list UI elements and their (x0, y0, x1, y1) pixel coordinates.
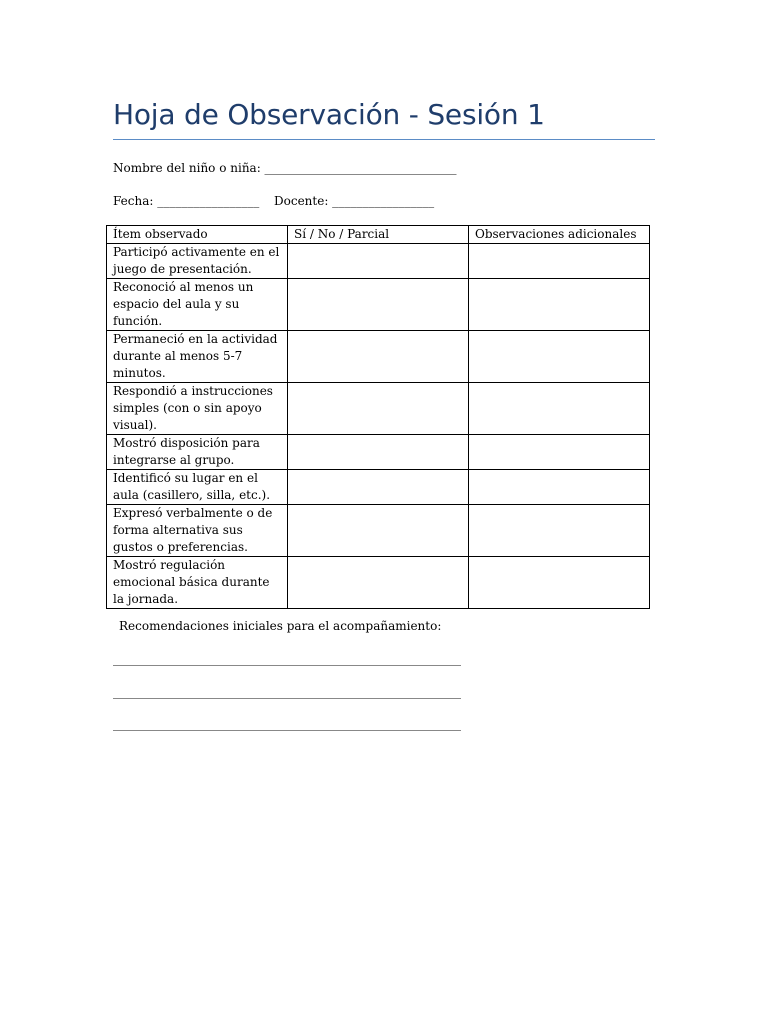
table-header-row (107, 226, 650, 244)
header-additional-notes: Observaciones adicionales (469, 226, 650, 244)
recommendations-label: Recomendaciones iniciales para el acompañamiento: (119, 619, 442, 633)
status-cell (288, 435, 469, 470)
status-cell (288, 505, 469, 557)
status-cell (288, 470, 469, 505)
child-name-field: Nombre del niño o niña: ________________________________ (113, 161, 457, 175)
item-cell: Permaneció en la actividad durante al menos 5-7 minutos. (107, 331, 288, 383)
notes-cell (469, 435, 650, 470)
notes-cell (469, 470, 650, 505)
header-yes-no-partial: Sí / No / Parcial (288, 226, 469, 244)
item-cell: Expresó verbalmente o de forma alternativa sus gustos o preferencias. (107, 505, 288, 557)
recommendation-line: __________________________________________________________ (113, 652, 461, 666)
table-row (107, 244, 650, 279)
status-cell (288, 331, 469, 383)
item-cell: Respondió a instrucciones simples (con o sin apoyo visual). (107, 383, 288, 435)
page-title: Hoja de Observación - Sesión 1 (113, 98, 545, 131)
notes-cell (469, 244, 650, 279)
notes-cell (469, 557, 650, 609)
recommendation-line: __________________________________________________________ (113, 685, 461, 699)
table-row (107, 383, 650, 435)
notes-cell (469, 279, 650, 331)
table-row (107, 557, 650, 609)
observation-table (106, 225, 650, 609)
status-cell (288, 557, 469, 609)
table-row (107, 331, 650, 383)
notes-cell (469, 331, 650, 383)
status-cell (288, 244, 469, 279)
item-cell: Participó activamente en el juego de presentación. (107, 244, 288, 279)
recommendation-line: __________________________________________________________ (113, 717, 461, 731)
status-cell (288, 279, 469, 331)
notes-cell (469, 505, 650, 557)
table-row (107, 505, 650, 557)
table-row (107, 279, 650, 331)
header-item-observed: Ítem observado (107, 226, 288, 244)
item-cell: Reconoció al menos un espacio del aula y su función. (107, 279, 288, 331)
date-field: Fecha: _________________ (113, 194, 260, 208)
table-row (107, 435, 650, 470)
title-underline (113, 139, 655, 140)
status-cell (288, 383, 469, 435)
notes-cell (469, 383, 650, 435)
item-cell: Identificó su lugar en el aula (casillero, silla, etc.). (107, 470, 288, 505)
teacher-field: Docente: _________________ (274, 194, 435, 208)
table-row (107, 470, 650, 505)
item-cell: Mostró regulación emocional básica durante la jornada. (107, 557, 288, 609)
item-cell: Mostró disposición para integrarse al grupo. (107, 435, 288, 470)
